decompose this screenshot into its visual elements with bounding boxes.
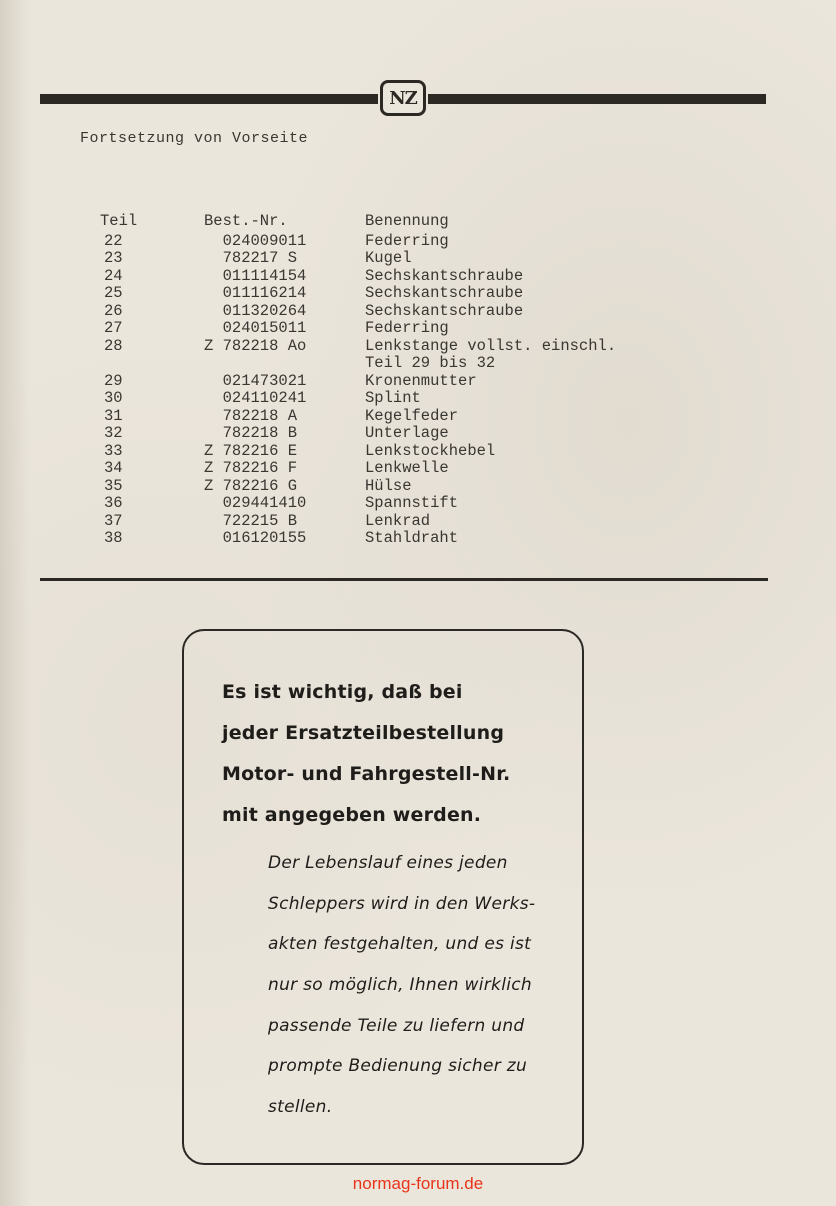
part-number-cell: 33 [104, 441, 123, 460]
table-row [100, 373, 616, 391]
order-number-cell: 011116214 [204, 284, 307, 302]
part-name-cell: Lenkstockhebel [365, 441, 496, 460]
table-row [100, 338, 616, 356]
order-number-cell: Z 782216 E [204, 441, 298, 460]
part-name-cell: Spannstift [365, 494, 459, 512]
order-number-cell: Z 782216 F [204, 459, 298, 477]
order-number-cell: Z 782216 G [204, 476, 298, 495]
part-name-cell: Federring [365, 231, 449, 250]
column-header-benennung: Benennung [365, 212, 449, 230]
notice-body-line-5: passende Teile zu liefern und [268, 1016, 525, 1036]
table-header-row [100, 213, 616, 233]
order-number-cell: 782218 A [204, 406, 298, 425]
part-name-cell: Sechskantschraube [365, 284, 524, 302]
table-row [100, 460, 616, 478]
part-name-cell: Kegelfeder [365, 406, 459, 425]
part-name-cell: Kronenmutter [365, 371, 477, 390]
order-number-cell: 722215 B [204, 511, 298, 530]
nz-logo [380, 80, 426, 116]
part-number-cell: 31 [104, 406, 123, 425]
part-number-cell: 34 [104, 459, 123, 477]
column-header-teil: Teil [100, 212, 138, 230]
part-name-cell: Unterlage [365, 424, 449, 442]
part-name-cell: Lenkrad [365, 511, 431, 530]
notice-heading-line-1: Es ist wichtig, daß bei [222, 681, 463, 703]
order-number-cell [204, 355, 365, 373]
table-row [100, 390, 616, 408]
part-name-cell: Lenkwelle [365, 459, 449, 477]
table-row [100, 478, 616, 496]
part-number-cell [100, 355, 204, 373]
table-row [100, 408, 616, 426]
table-row [100, 268, 616, 286]
order-number-cell: Z 782218 Ao [204, 336, 307, 355]
parts-table [100, 213, 616, 548]
part-number-cell: 24 [104, 266, 123, 285]
table-row [100, 425, 616, 443]
table-row [100, 233, 616, 251]
order-number-cell: 029441410 [204, 494, 307, 512]
part-number-cell: 37 [104, 511, 123, 530]
table-row [100, 513, 616, 531]
table-row [100, 443, 616, 461]
order-number-cell: 016120155 [204, 529, 307, 547]
part-number-cell: 26 [104, 301, 123, 320]
part-name-cell: Kugel [365, 249, 412, 267]
notice-heading-line-4: mit angegeben werden. [222, 804, 482, 826]
section-divider [40, 578, 768, 581]
notice-heading-line-2: jeder Ersatzteilbestellung [222, 722, 505, 744]
part-number-cell: 35 [104, 476, 123, 495]
continuation-note: Fortsetzung von Vorseite [80, 130, 309, 147]
header-rule [40, 87, 766, 109]
part-number-cell: 22 [104, 231, 123, 250]
column-header-best-nr: Best.-Nr. [204, 212, 288, 230]
table-row [100, 320, 616, 338]
order-number-cell: 024110241 [204, 389, 307, 407]
order-number-cell: 782217 S [204, 249, 298, 267]
part-number-cell: 28 [104, 336, 123, 355]
logo-text: NZ [389, 87, 417, 109]
part-name-cell: Splint [365, 389, 421, 407]
notice-body-line-4: nur so möglich, Ihnen wirklich [268, 975, 532, 995]
table-row [100, 303, 616, 321]
part-number-cell: 23 [104, 249, 123, 267]
order-number-cell: 782218 B [204, 424, 298, 442]
table-row [100, 250, 616, 268]
order-number-cell: 024009011 [204, 231, 307, 250]
order-number-cell: 024015011 [204, 319, 307, 337]
header-bar-left [40, 94, 378, 104]
part-number-cell: 38 [104, 529, 123, 547]
part-number-cell: 30 [104, 389, 123, 407]
notice-body-line-1: Der Lebenslauf eines jeden [268, 853, 508, 873]
notice-body-line-7: stellen. [268, 1097, 333, 1117]
part-name-cell: Teil 29 bis 32 [365, 354, 496, 372]
part-number-cell: 36 [104, 494, 123, 512]
table-row [100, 285, 616, 303]
part-name-cell: Federring [365, 319, 449, 337]
notice-body-line-6: prompte Bedienung sicher zu [268, 1056, 528, 1076]
order-notice-box [182, 629, 584, 1165]
header-bar-right [428, 94, 766, 104]
table-row [100, 530, 616, 548]
part-name-cell: Hülse [365, 476, 412, 495]
part-name-cell: Lenkstange vollst. einschl. [365, 336, 617, 355]
order-number-cell: 011320264 [204, 301, 307, 320]
part-number-cell: 25 [104, 284, 123, 302]
notice-body-line-2: Schleppers wird in den Werks- [268, 894, 536, 914]
part-number-cell: 27 [104, 319, 123, 337]
notice-heading-line-3: Motor- und Fahrgestell-Nr. [222, 763, 511, 785]
part-number-cell: 29 [104, 371, 123, 390]
notice-body-line-3: akten festgehalten, und es ist [268, 934, 532, 954]
order-number-cell: 011114154 [204, 266, 307, 285]
part-name-cell: Stahldraht [365, 529, 459, 547]
part-number-cell: 32 [104, 424, 123, 442]
order-number-cell: 021473021 [204, 371, 307, 390]
part-name-cell: Sechskantschraube [365, 266, 524, 285]
table-row [100, 355, 616, 373]
site-watermark: normag-forum.de [352, 1174, 484, 1193]
parts-table-body [100, 233, 616, 548]
part-name-cell: Sechskantschraube [365, 301, 524, 320]
table-row [100, 495, 616, 513]
